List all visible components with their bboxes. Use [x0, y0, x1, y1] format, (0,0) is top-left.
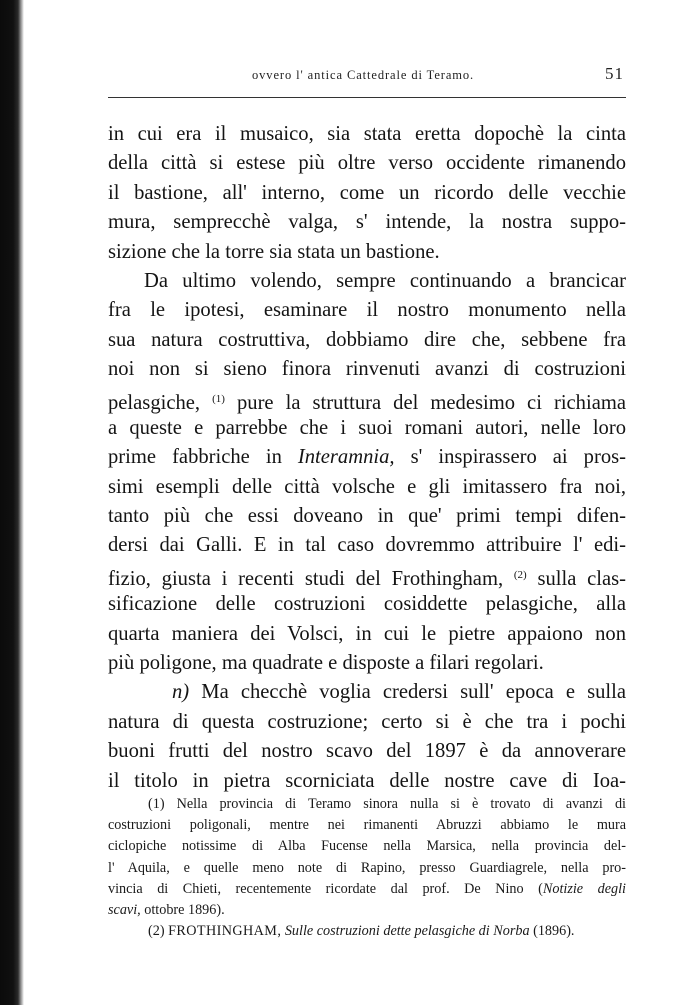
- text-line: più poligone, ma quadrate e disposte a filari regolari.: [108, 652, 544, 675]
- text-segment: fizio, giusta i recenti studi del Frothingham,: [108, 567, 504, 590]
- footnotes: [108, 794, 626, 942]
- text-segment: pelasgiche,: [108, 391, 201, 414]
- footnote-line: [108, 879, 626, 900]
- text-line: sizione che la torre sia stata un bastione.: [108, 240, 440, 263]
- text-segment: prime fabbriche in: [108, 446, 282, 469]
- text-segment: vincia di Chieti, recentemente ricordate dal prof. De Nino (: [108, 880, 543, 897]
- italic-title: Notizie degli: [542, 880, 626, 897]
- text-line: tanto più che essi doveano in que' primi tempi difen-: [108, 505, 626, 528]
- footnote-number: (2): [148, 923, 165, 940]
- text-line: natura di questa costruzione; certo si è che tra i pochi: [108, 710, 626, 733]
- text-line: a queste e parrebbe che i suoi romani autori, nelle loro: [108, 416, 626, 439]
- text-line: il titolo in pietra scorniciata delle nostre cave di Ioa-: [108, 769, 626, 792]
- text-line: dersi dai Galli. E in tal caso dovremmo attribuire l' edi-: [108, 534, 626, 557]
- text-line: [108, 561, 626, 590]
- text-segment: pure la struttura del medesimo ci richiama: [236, 391, 626, 414]
- footnote-line: l' Aquila, e quelle meno note di Rapino, presso Guardiagrele, nella pro-: [108, 859, 626, 876]
- footnote-ref-1: (1): [212, 392, 225, 405]
- page-number: 51: [605, 64, 624, 83]
- text-line: in cui era il musaico, sia stata eretta dopochè la cinta: [108, 123, 626, 145]
- text-line: buoni frutti del nostro scavo del 1897 è da annoverare: [108, 740, 626, 763]
- text-segment: , ottobre 1896).: [137, 901, 225, 918]
- running-head: ovvero l' antica Cattedrale di Teramo.: [252, 68, 475, 82]
- book-binding-edge: [0, 0, 24, 1005]
- footnote-year: (1896).: [533, 923, 575, 940]
- text-line: della città si estese più oltre verso occidente rimanendo: [108, 152, 626, 175]
- text-segment: sulla clas-: [537, 567, 627, 590]
- paragraph-1: [108, 120, 626, 267]
- text-line: sua natura costruttiva, dobbiamo dire che, sebbene fra: [108, 328, 626, 351]
- section-marker: n): [172, 681, 190, 704]
- text-line: noi non si sieno finora rinvenuti avanzi di costruzioni: [108, 358, 626, 381]
- text-line: [108, 385, 626, 414]
- footnote-author: FROTHINGHAM,: [168, 923, 282, 940]
- footnote-line: [108, 921, 626, 942]
- text-segment: s' inspirassero ai pros-: [410, 446, 626, 469]
- italic-title: Sulle costruzioni dette pelasgiche di Norba: [284, 923, 530, 940]
- text-line: simi esempli delle città volsche e gli imitassero fra noi,: [108, 475, 626, 498]
- text-line: sificazione delle costruzioni cosiddette pelasgiche, alla: [108, 593, 626, 616]
- footnote-line: (1) Nella provincia di Teramo sinora nulla si è trovato di avanzi di: [148, 796, 626, 812]
- footnote-ref-2: (2): [513, 568, 527, 581]
- text-segment: Ma checchè voglia credersi sull' epoca e sulla: [201, 681, 626, 704]
- text-line: il bastione, all' interno, come un ricordo delle vecchie: [108, 181, 626, 204]
- header-rule: [108, 97, 626, 98]
- text-line: quarta maniera dei Volsci, in cui le pietre appaiono non: [108, 622, 626, 645]
- footnote-line: costruzioni poligonali, mentre nei rimanenti Abruzzi abbiamo le mura: [108, 817, 626, 834]
- footnote-1: [108, 794, 626, 921]
- footnote-line: [108, 900, 626, 921]
- text-line: Da ultimo volendo, sempre continuando a brancicar: [144, 269, 626, 292]
- italic-place-name: Interamnia,: [297, 446, 395, 469]
- paragraph-3: [108, 678, 626, 796]
- footnote-2: [108, 921, 626, 942]
- text-line: [108, 443, 626, 472]
- italic-title: scavi: [108, 901, 138, 918]
- page-header: [108, 64, 626, 92]
- text-line: mura, semprecchè valga, s' intende, la nostra suppo-: [108, 211, 626, 234]
- text-line: [108, 678, 626, 707]
- text-line: fra le ipotesi, esaminare il nostro monumento nella: [108, 299, 626, 322]
- footnote-line: ciclopiche notissime di Alba Fucense nella Marsica, nella provincia del-: [108, 838, 626, 855]
- body-text: [108, 120, 626, 796]
- paragraph-2: [108, 267, 626, 678]
